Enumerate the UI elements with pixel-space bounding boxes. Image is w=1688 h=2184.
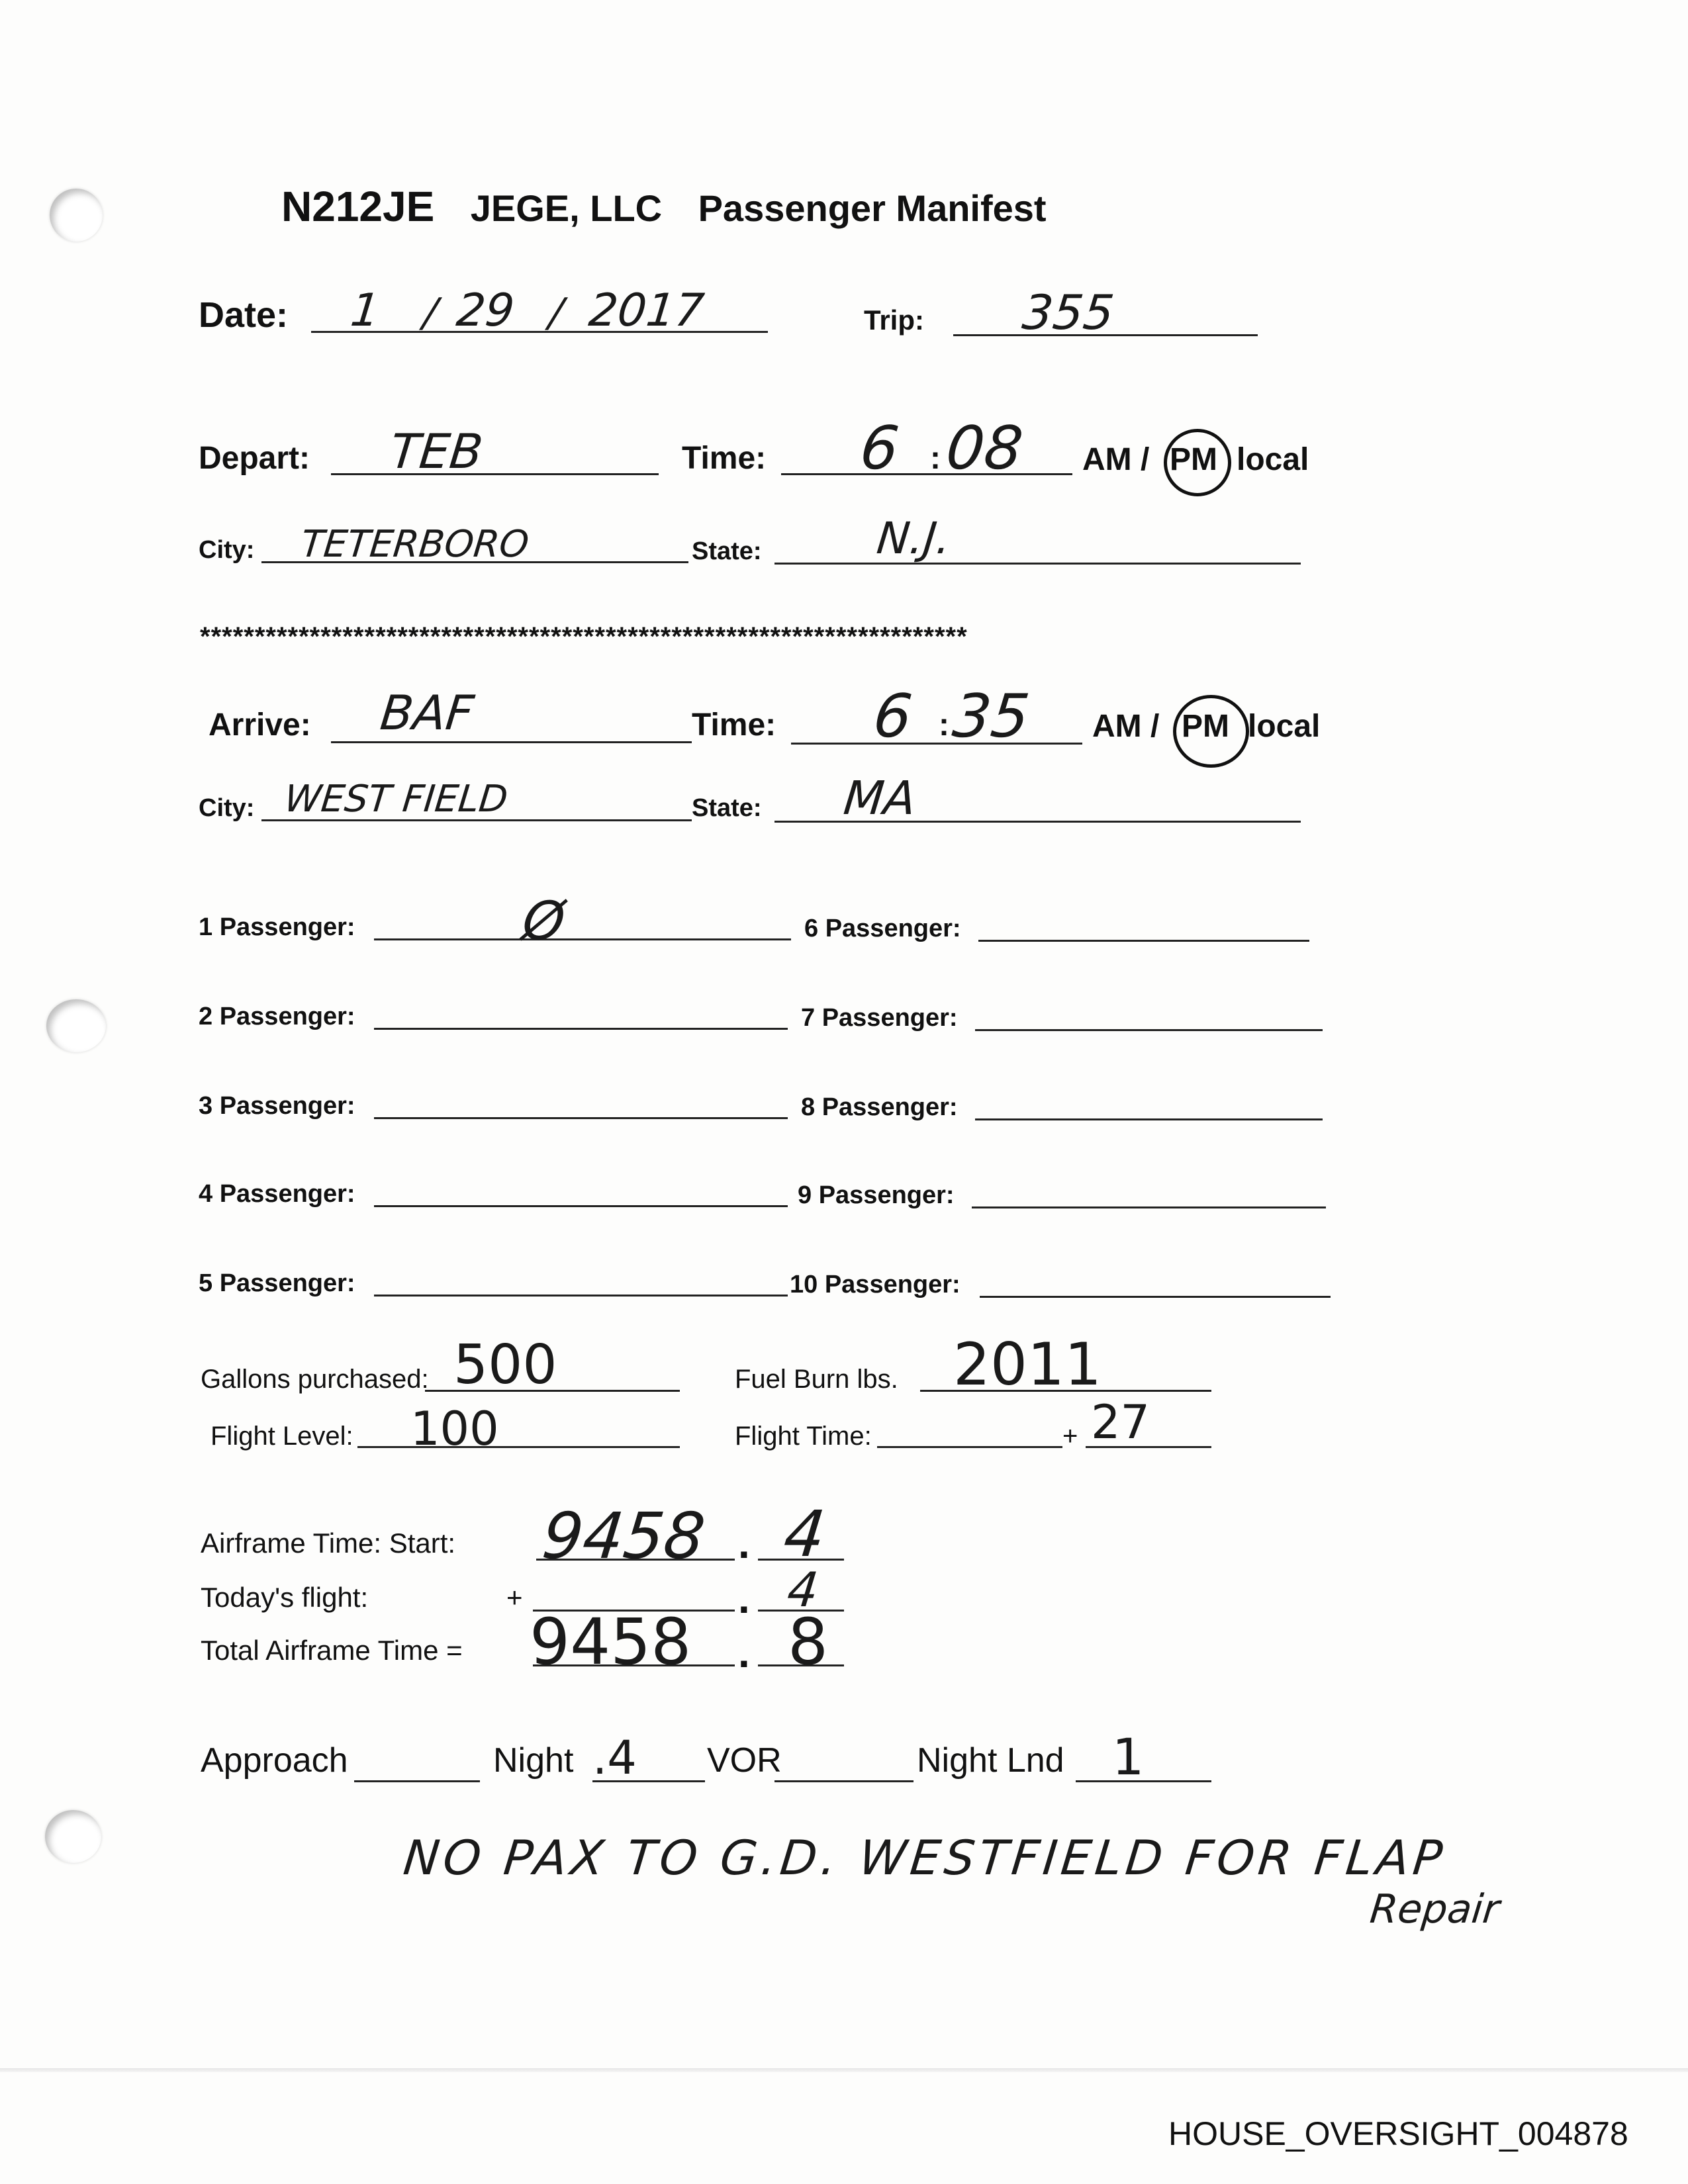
- fuel-burn-label: Fuel Burn lbs.: [735, 1365, 898, 1394]
- trip-number: 355: [1019, 285, 1117, 340]
- depart-time-line: [781, 473, 1072, 475]
- depart-city: TETERBORO: [299, 523, 531, 566]
- airframe-start-dot: .: [738, 1520, 750, 1567]
- passenger-5-line: [374, 1295, 788, 1297]
- flight-level-value: 100: [410, 1402, 499, 1456]
- passenger-5-label: 5 Passenger:: [199, 1269, 355, 1297]
- arrive-city-label: City:: [199, 794, 255, 822]
- depart-line: [331, 473, 659, 475]
- depart-state-label: State:: [692, 537, 762, 565]
- depart-hour: 6: [857, 414, 902, 483]
- gallons-value: 500: [453, 1334, 557, 1396]
- passenger-3-label: 3 Passenger:: [199, 1092, 355, 1120]
- flight-time-label: Flight Time:: [735, 1422, 872, 1451]
- arrive-city: WEST FIELD: [282, 778, 510, 821]
- handwritten-note-line-1: NO PAX TO G.D. WESTFIELD FOR FLAP: [400, 1830, 1449, 1886]
- passenger-9-label: 9 Passenger:: [798, 1181, 955, 1209]
- company-name: JEGE, LLC: [470, 187, 663, 229]
- airframe-start-whole: 9458: [539, 1499, 709, 1573]
- arrive-line: [331, 741, 692, 743]
- total-airframe-dot: .: [738, 1629, 750, 1676]
- binder-hole-middle: [46, 999, 106, 1052]
- depart-minute: 08: [943, 414, 1027, 483]
- arrive-hour: 6: [870, 682, 915, 751]
- flight-time-value: 27: [1091, 1395, 1150, 1449]
- approach-label: Approach: [201, 1741, 348, 1780]
- vor-line: [774, 1780, 914, 1782]
- depart-time-label: Time:: [682, 441, 767, 476]
- passenger-8-label: 8 Passenger:: [801, 1093, 958, 1121]
- binder-hole-bottom: [45, 1810, 101, 1863]
- passenger-8-line: [975, 1118, 1323, 1120]
- passenger-6-label: 6 Passenger:: [804, 915, 961, 942]
- fuel-burn-value: 2011: [953, 1330, 1102, 1398]
- manifest-header: [281, 182, 1047, 231]
- bates-number: HOUSE_OVERSIGHT_004878: [1168, 2115, 1628, 2152]
- arrive-time-label: Time:: [692, 707, 776, 743]
- depart-pm-label: PM: [1170, 442, 1217, 477]
- passenger-2-line: [374, 1028, 788, 1030]
- date-slash-2: /: [547, 290, 565, 336]
- handwritten-note-line-2: Repair: [1368, 1886, 1502, 1933]
- night-label: Night: [493, 1741, 574, 1780]
- night-lnd-label: Night Lnd: [917, 1741, 1064, 1780]
- flight-time-plus: +: [1062, 1422, 1078, 1451]
- vor-label: VOR: [707, 1741, 782, 1780]
- flight-level-label: Flight Level:: [211, 1422, 353, 1451]
- passenger-1-value: Ø: [520, 890, 568, 952]
- tail-number: N212JE: [281, 183, 435, 230]
- passenger-7-line: [975, 1029, 1323, 1031]
- form-title: Passenger Manifest: [698, 187, 1047, 229]
- binder-hole-top: [50, 189, 103, 242]
- arrive-colon: :: [939, 707, 949, 743]
- passenger-4-line: [374, 1205, 788, 1207]
- total-airframe-whole: 9458: [530, 1605, 692, 1679]
- passenger-1-line: [374, 938, 791, 940]
- depart-state-line: [774, 563, 1301, 565]
- arrive-pm-label: PM: [1182, 709, 1229, 744]
- passenger-7-label: 7 Passenger:: [801, 1004, 958, 1032]
- airframe-start-tenth: 4: [780, 1497, 829, 1571]
- gallons-label: Gallons purchased:: [201, 1365, 429, 1394]
- passenger-2-label: 2 Passenger:: [199, 1003, 355, 1030]
- arrive-local-label: local: [1248, 709, 1321, 744]
- passenger-3-line: [374, 1117, 788, 1119]
- arrive-minute: 35: [949, 682, 1033, 751]
- arrive-time-line: [791, 743, 1082, 745]
- date-label: Date:: [199, 295, 289, 335]
- approach-line: [354, 1780, 480, 1782]
- total-airframe-tenth: 8: [788, 1605, 829, 1679]
- airframe-start-label: Airframe Time: Start:: [201, 1527, 456, 1559]
- passenger-6-line: [978, 940, 1309, 942]
- trip-label: Trip:: [864, 304, 924, 336]
- todays-flight-plus: +: [506, 1582, 523, 1613]
- arrive-am-label: AM /: [1092, 709, 1160, 744]
- date-year: 2017: [586, 285, 707, 337]
- night-value: .4: [592, 1731, 637, 1785]
- depart-am-label: AM /: [1082, 442, 1150, 477]
- todays-flight-dot: .: [738, 1574, 750, 1622]
- depart-local-label: local: [1237, 442, 1309, 477]
- date-day: 29: [453, 285, 517, 337]
- flight-time-line: [877, 1446, 1062, 1448]
- depart-city-label: City:: [199, 536, 255, 564]
- scan-edge: [0, 2068, 1688, 2072]
- depart-state: N.J.: [874, 513, 953, 564]
- arrive-state-label: State:: [692, 794, 762, 822]
- passenger-10-label: 10 Passenger:: [790, 1271, 961, 1298]
- arrive-label: Arrive:: [209, 707, 311, 743]
- flight-level-line: [357, 1446, 680, 1448]
- arrive-state: MA: [841, 771, 919, 825]
- passenger-4-label: 4 Passenger:: [199, 1180, 355, 1208]
- depart-airport: TEB: [387, 424, 486, 479]
- depart-label: Depart:: [199, 441, 310, 476]
- todays-flight-tenth: 4: [784, 1562, 821, 1617]
- depart-colon: :: [930, 441, 941, 476]
- arrive-airport: BAF: [377, 685, 477, 741]
- todays-flight-label: Today's flight:: [201, 1582, 369, 1613]
- total-airframe-label: Total Airframe Time =: [201, 1635, 463, 1666]
- passenger-9-line: [972, 1206, 1326, 1208]
- section-separator: **********************************************************************: [200, 622, 968, 651]
- date-month: 1: [348, 285, 383, 337]
- passenger-10-line: [980, 1296, 1331, 1298]
- night-lnd-value: 1: [1112, 1727, 1145, 1786]
- passenger-1-label: 1 Passenger:: [199, 913, 355, 941]
- date-slash-1: /: [421, 290, 440, 336]
